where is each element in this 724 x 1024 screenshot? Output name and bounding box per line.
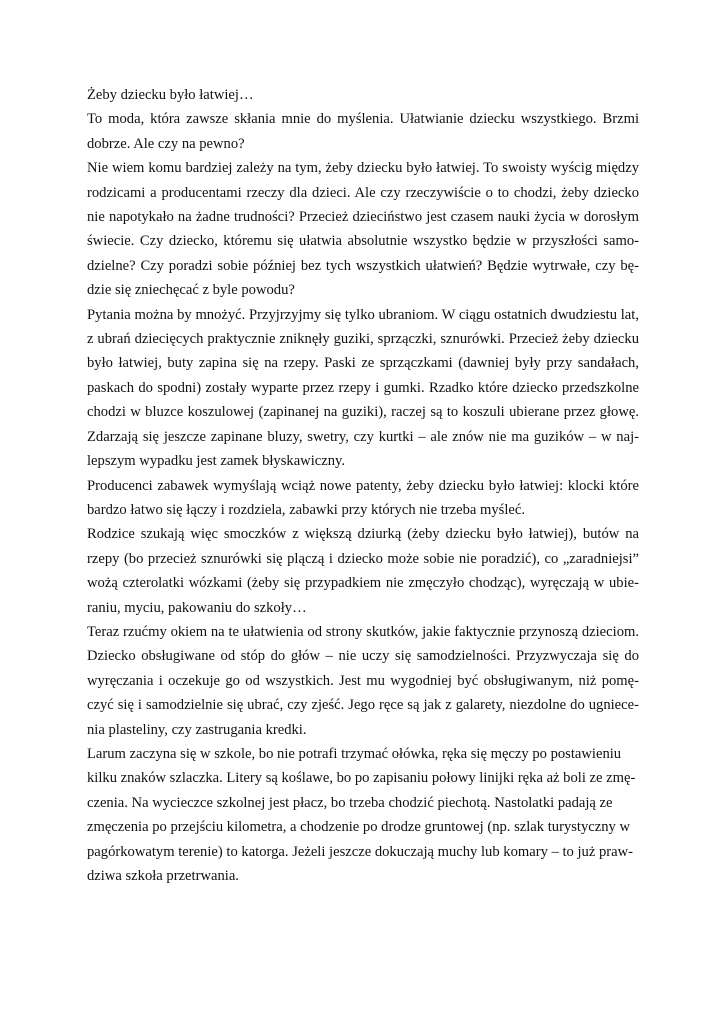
paragraph-4: Producenci zabawek wymyślają wciąż nowe patenty, żeby dziecku było łatwiej: klocki które bardzo łatwo się łączy i rozdziela, zabawki przy których nie trzeba myśleć. <box>87 477 639 518</box>
paragraph-6: Teraz rzućmy okiem na te ułatwienia od strony skutków, jakie faktycznie przynoszą dzieciom. Dziecko obsługiwane od stóp do głów – nie uczy się samodzielności. Przyzwyczaja się do wyręczania i oczekuje go od wszystkich. Jest mu wygodniej być obsługiwanym, niż pomęczyć się i samodzielnie się ubrać, czy zjeść. Jego ręce są jak z galarety, niezdolne do ugniecenia plasteliny, czy zastrugania kredki. <box>87 623 639 738</box>
paragraph-7: Larum zaczyna się w szkole, bo nie potrafi trzymać ołówka, ręka się męczy po postawieniu kilku znaków szlaczka. Litery są koślawe, bo po zapisaniu połowy linijki ręka aż boli ze zmęczenia. Na wycieczce szkolnej jest płacz, bo trzeba chodzić piechotą. Nastolatki padają ze zmęczenia po przejściu kilometra, a chodzenie po drodze gruntowej (np. szlak turystyczny w pagórkowatym terenie) to katorga. Jeżeli jeszcze dokuczają muchy lub komary – to już prawdziwa szkoła przetrwania. <box>87 745 636 884</box>
document-title: Żeby dziecku było łatwiej… <box>87 87 254 103</box>
paragraph-2: Nie wiem komu bardziej zależy na tym, żeby dziecku było łatwiej. To swoisty wyścig między rodzicami a producentami rzeczy dla dzieci. Ale czy rzeczywiście o to chodzi, żeby dziecko nie napotykało na żadne trudności? Przecież dzieciństwo jest czasem nauki życia w dorosłym świecie. Czy dziecko, któremu się ułatwia absolutnie wszystko będzie w przyszłości samodzielne? Czy poradzi sobie później bez tych wszystkich ułatwień? Będzie wytrwałe, czy będzie się zniechęcać z byle powodu? <box>87 160 639 299</box>
document-page <box>87 83 639 888</box>
paragraph-1: To moda, która zawsze skłania mnie do myślenia. Ułatwianie dziecku wszystkiego. Brzmi dobrze. Ale czy na pewno? <box>87 111 639 152</box>
paragraph-5: Rodzice szukają więc smoczków z większą dziurką (żeby dziecku było łatwiej), butów na rzepy (bo przecież sznurówki się plączą i dziecko może sobie nie poradzić), co „zaradniejsi” wożą czterolatki wózkami (żeby się przypadkiem nie zmęczyło chodząc), wyręczają w ubieraniu, myciu, pakowaniu do szkoły… <box>87 526 639 616</box>
paragraph-3: Pytania można by mnożyć. Przyjrzyjmy się tylko ubraniom. W ciągu ostatnich dwudziestu lat, z ubrań dziecięcych praktycznie zniknęły guziki, sprzączki, sznurówki. Przecież żeby dziecku było łatwiej, buty zapina się na rzepy. Paski ze sprzączkami (dawniej były przy sandałach, paskach do spodni) zostały wyparte przez rzepy i gumki. Rzadko które dziecko przedszkolne chodzi w bluzce koszulowej (zapinanej na guziki), raczej są to koszuli ubierane przez głowę. Zdarzają się jeszcze zapinane bluzy, swetry, czy kurtki – ale znów nie ma guzików – w najlepszym wypadku jest zamek błyskawiczny. <box>87 306 639 470</box>
